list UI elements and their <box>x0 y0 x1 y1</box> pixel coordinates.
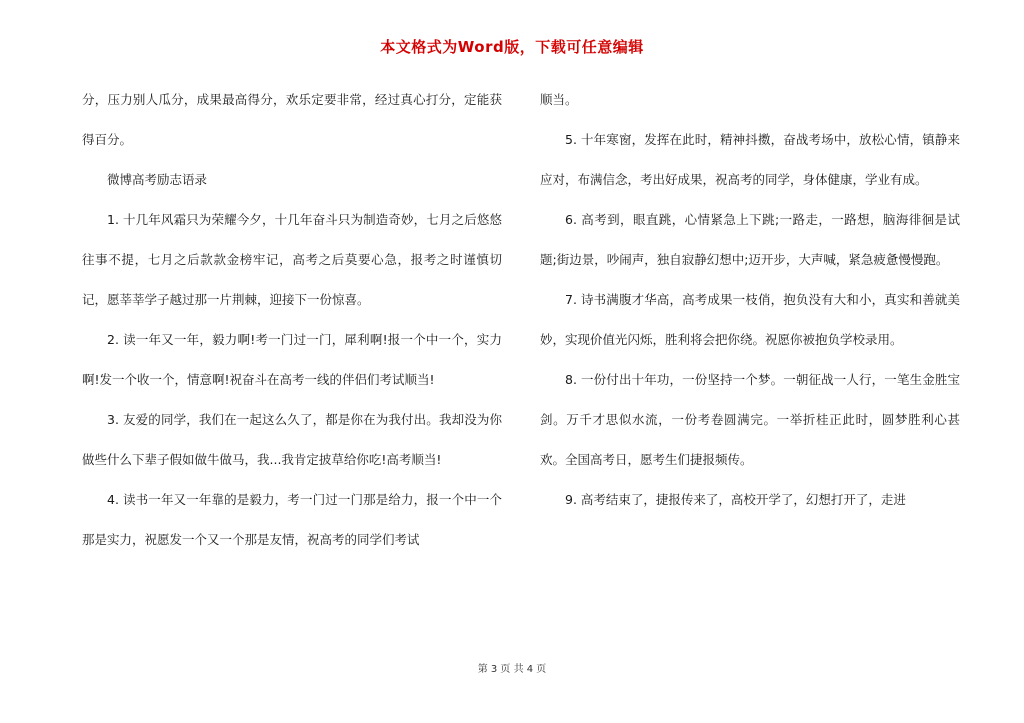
paragraph: 6. 高考到，眼直跳，心情紧急上下跳;一路走，一路想，脑海徘徊是试题;街边景，吵闹声，独自寂静幻想中;迈开步，大声喊，紧急疲惫慢慢跑。 <box>540 212 960 267</box>
right-column <box>540 80 960 520</box>
paragraph: 2. 读一年又一年，毅力啊!考一门过一门，犀利啊!报一个中一个，实力啊!发一个收一个，情意啊!祝奋斗在高考一线的伴侣们考试顺当! <box>82 332 502 387</box>
paragraph: 8. 一份付出十年功，一份坚持一个梦。一朝征战一人行，一笔生金胜宝剑。万千才思似水流，一份考卷圆满完。一举折桂正此时，圆梦胜利心甚欢。全国高考日，愿考生们捷报频传。 <box>540 372 960 467</box>
page-footer: 第 3 页 共 4 页 <box>477 664 547 675</box>
paragraph: 9. 高考结束了，捷报传来了，高校开学了，幻想打开了，走进 <box>565 492 906 507</box>
paragraph: 分，压力别人瓜分，成果最高得分，欢乐定要非常，经过真心打分，定能获得百分。 <box>82 92 502 147</box>
paragraph: 1. 十几年风霜只为荣耀今夕，十几年奋斗只为制造奇妙，七月之后悠悠往事不提，七月之后款款金榜牢记，高考之后莫要心急，报考之时谨慎切记，愿莘莘学子越过那一片荆棘，迎接下一份惊喜。 <box>82 212 502 307</box>
paragraph: 5. 十年寒窗，发挥在此时，精神抖擞，奋战考场中，放松心情，镇静来应对，布满信念，考出好成果，祝高考的同学，身体健康，学业有成。 <box>540 132 960 187</box>
left-column <box>82 80 502 560</box>
section-heading: 微博高考励志语录 <box>107 172 208 187</box>
paragraph: 7. 诗书满腹才华高，高考成果一枝俏，抱负没有大和小，真实和善就美妙，实现价值光闪烁，胜利将会把你绕。祝愿你被抱负学校录用。 <box>540 292 960 347</box>
paragraph: 4. 读书一年又一年靠的是毅力，考一门过一门那是给力，报一个中一个那是实力，祝愿发一个又一个那是友情，祝高考的同学们考试 <box>82 492 502 547</box>
paragraph: 顺当。 <box>540 92 578 107</box>
paragraph: 3. 友爱的同学，我们在一起这么久了，都是你在为我付出。我却没为你做些什么下辈子假如做牛做马，我...我肯定披草给你吃!高考顺当! <box>82 412 502 467</box>
document-header-title: 本文格式为Word版，下载可任意编辑 <box>380 38 644 56</box>
